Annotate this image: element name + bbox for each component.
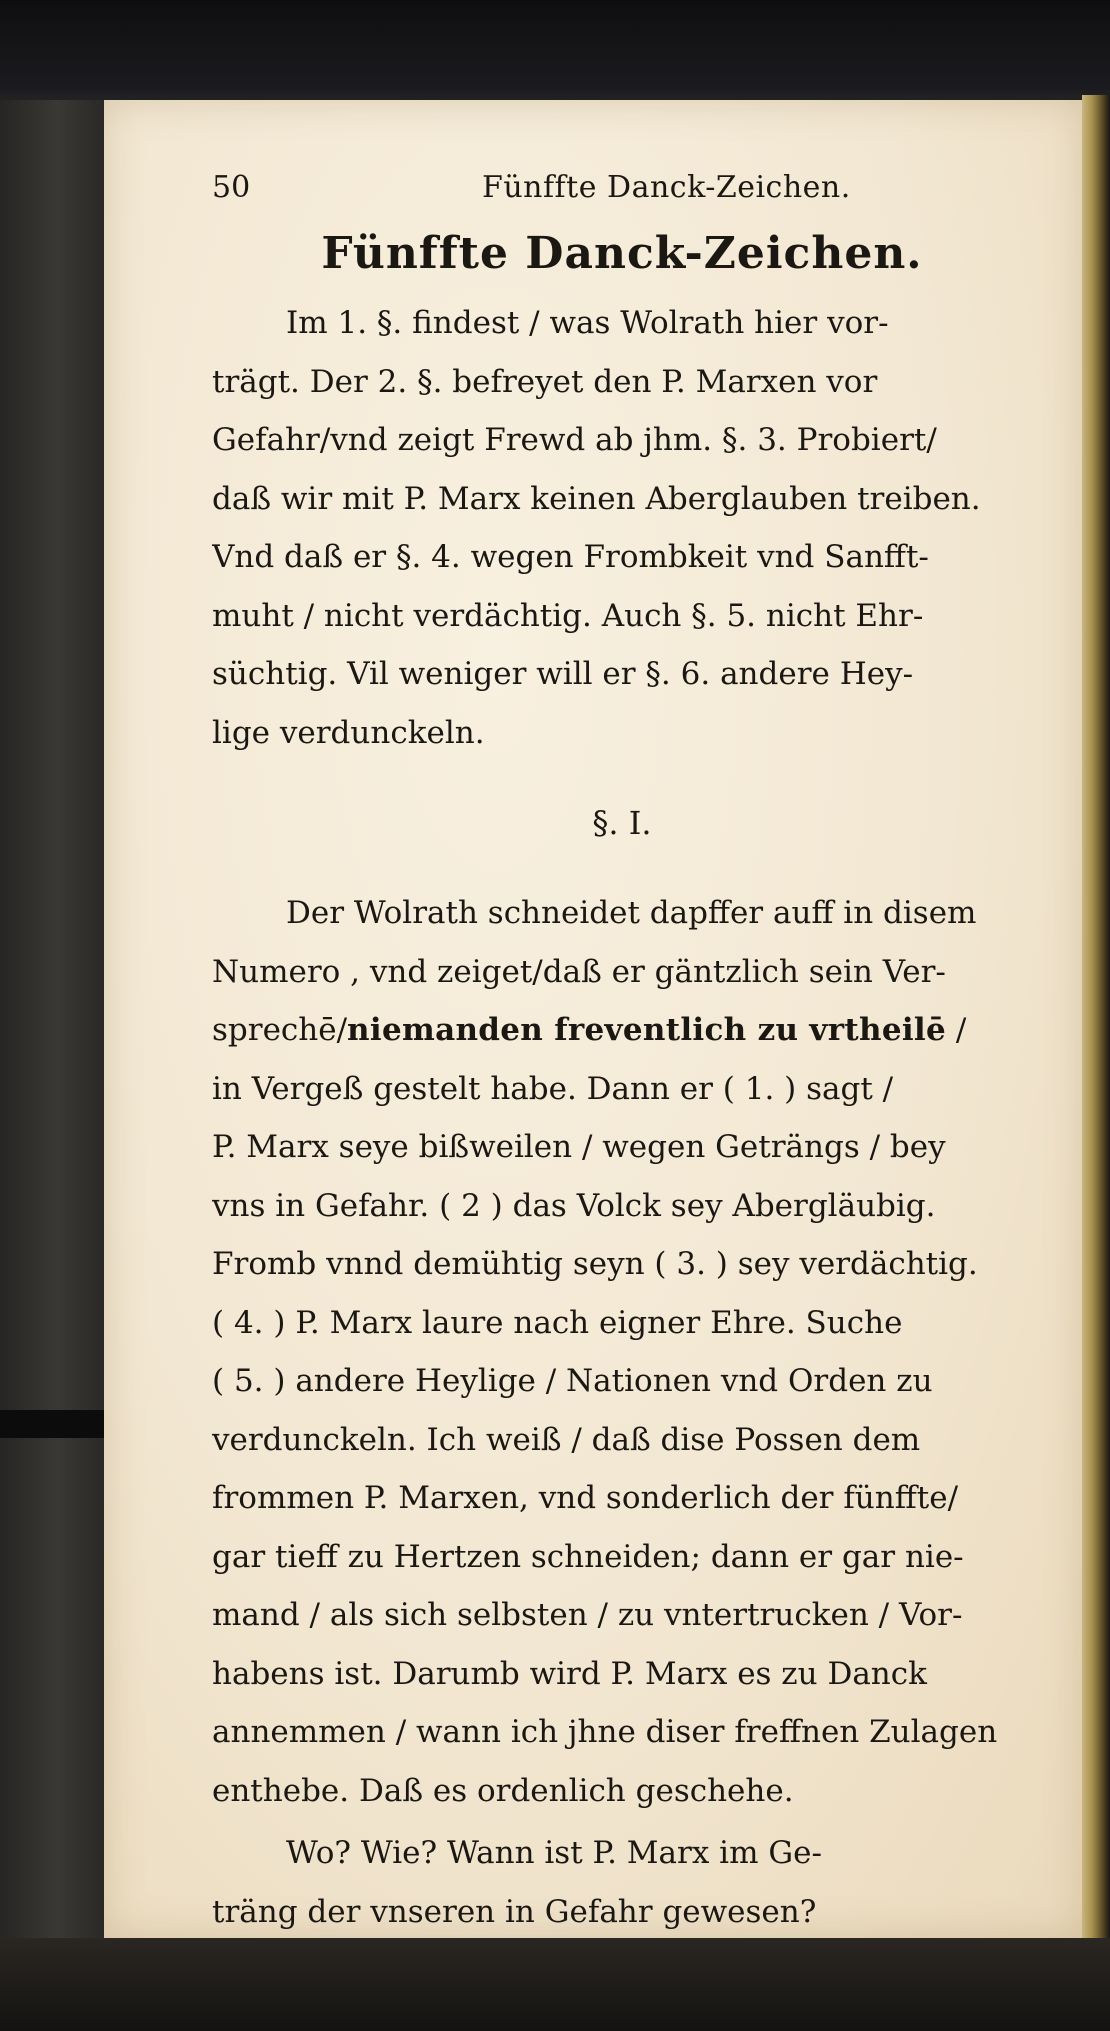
body-line: verdunckeln. Ich weiß / daß dise Possen dem	[212, 1421, 921, 1458]
running-head	[212, 164, 1032, 212]
chapter-summary	[212, 294, 1032, 762]
summary-line: daß wir mit P. Marx keinen Aberglauben treiben.	[212, 480, 981, 517]
body-line: ( 4. ) P. Marx laure nach eigner Ehre. Suche	[212, 1304, 903, 1341]
body-line: habens ist. Darumb wird P. Marx es zu Danck	[212, 1655, 927, 1692]
body-line: frommen P. Marxen, vnd sonderlich der fünffte/	[212, 1480, 959, 1516]
section-heading: §. I.	[592, 804, 652, 842]
emphasized-phrase: niemanden freventlich zu vrtheilē	[347, 1012, 947, 1048]
scanner-bottom-edge	[0, 1938, 1110, 2031]
body-line: gar tieff zu Hertzen schneiden; dann er gar nie-	[212, 1538, 964, 1575]
running-title: Fünffte Danck-Zeichen.	[482, 170, 851, 205]
text-block	[212, 164, 1032, 2009]
body-line: ( 5. ) andere Heylige / Nationen vnd Orden zu	[212, 1363, 933, 1399]
body-line: enthebe. Daß es ordenlich geschehe.	[212, 1772, 794, 1809]
binding-gutter	[0, 100, 104, 2031]
body-line-suffix: /	[946, 1012, 967, 1048]
body-line-prefix: sprechē/	[212, 1012, 348, 1048]
summary-line: Im 1. §. findest / was Wolrath hier vor-	[286, 305, 889, 341]
summary-line: süchtig. Vil weniger will er §. 6. andere Hey-	[212, 656, 914, 692]
summary-line: Gefahr/vnd zeigt Frewd ab jhm. §. 3. Probiert/	[212, 422, 937, 458]
question-line: träng der vnseren in Gefahr gewesen?	[212, 1893, 817, 1930]
body-line-emphasis	[212, 1001, 1032, 1060]
body-line: mand / als sich selbsten / zu vntertrucken / Vor-	[212, 1597, 963, 1633]
chapter-title: Fünffte Danck-Zeichen.	[321, 228, 923, 279]
body-line: Numero , vnd zeiget/daß er gäntzlich sein Ver-	[212, 953, 946, 990]
body-line: vns in Gefahr. ( 2 ) das Volck sey Abergläubig.	[212, 1187, 936, 1224]
scanner-top-edge	[0, 0, 1110, 110]
page-number: 50	[212, 170, 251, 205]
body-line: Der Wolrath schneidet dapffer auff in disem	[286, 895, 977, 931]
body-line: in Vergeß gestelt habe. Dann er ( 1. ) sagt /	[212, 1070, 894, 1107]
body-line: Fromb vnnd demühtig seyn ( 3. ) sey verdächtig.	[212, 1246, 978, 1282]
page-fore-edge	[1082, 95, 1110, 2031]
summary-line: trägt. Der 2. §. befreyet den P. Marxen vor	[212, 363, 878, 400]
question-line: Wo? Wie? Wann ist P. Marx im Ge-	[286, 1835, 822, 1871]
summary-line: muht / nicht verdächtig. Auch §. 5. nicht Ehr-	[212, 597, 924, 634]
section-body	[212, 884, 1032, 1941]
book-page	[104, 100, 1084, 1938]
summary-line: Vnd daß er §. 4. wegen Frombkeit vnd Sanfft-	[212, 539, 929, 575]
body-line: P. Marx seye bißweilen / wegen Geträngs / bey	[212, 1129, 946, 1165]
body-line: annemmen / wann ich jhne diser freffnen Zulagen	[212, 1714, 998, 1750]
summary-line: lige verdunckeln.	[212, 714, 485, 751]
